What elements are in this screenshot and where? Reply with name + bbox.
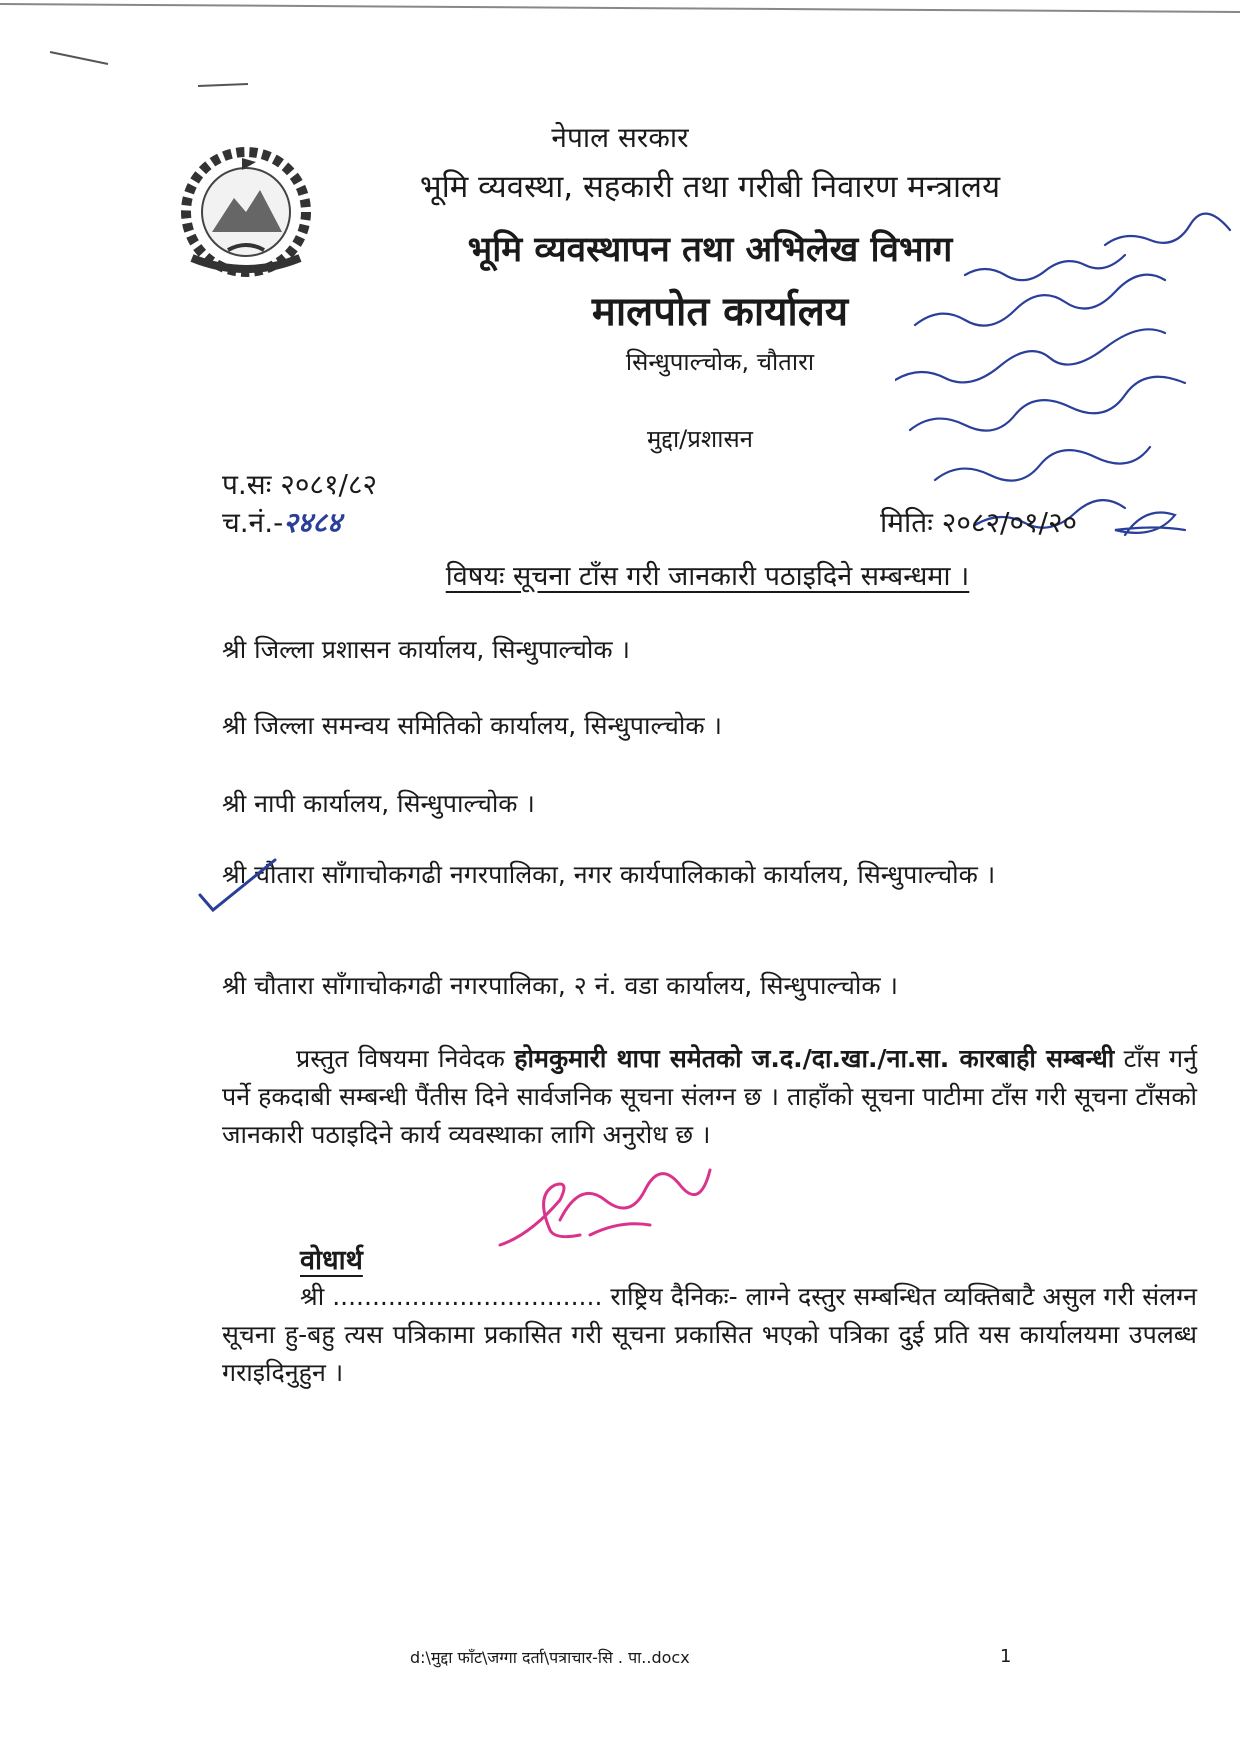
section-label: मुद्दा/प्रशासन: [646, 425, 753, 453]
recipient-item: श्री नापी कार्यालय, सिन्धुपाल्चोक ।: [222, 789, 535, 818]
dispatch-number-handwritten: २४८४: [283, 506, 342, 539]
fiscal-year-ref: प.सः २०८१/८२: [222, 468, 378, 501]
dispatch-number: [222, 503, 341, 541]
recipient-item: श्री चौतारा साँगाचोकगढी नगरपालिका, २ नं. वडा कार्यालय, सिन्धुपाल्चोक ।: [222, 971, 898, 1000]
office-address: सिन्धुपाल्चोक, चौतारा: [625, 348, 815, 376]
letter-subject: विषयः सूचना टाँस गरी जानकारी पठाइदिने सम्बन्धमा ।: [445, 561, 970, 592]
handwritten-tick-mark: [195, 855, 315, 915]
body-bold-case: होमकुमारी थापा समेतको ज.द./दा.खा./ना.सा. कारबाही सम्बन्धी: [514, 1044, 1115, 1073]
bodharth-text: श्री .................................. राष्ट्रिय दैनिकः- लाग्ने दस्तुर सम्बन्धित व्यक्तिबाटै असुल गरी संलग्न सूचना हु-बहु त्यस पत्रिकामा प्रकासित गरी सूचना प्रकासित भएको पत्रिका दुई प्रति यस कार्यालयमा उपलब्ध गराइदिनुहुन ।: [222, 1282, 1197, 1387]
page-number: 1: [1000, 1646, 1012, 1667]
file-path-footer: d:\मुद्दा फाँट\जग्गा दर्ता\पत्राचार-सि . पा..docx: [410, 1648, 690, 1667]
nepal-government-emblem-icon: [172, 140, 320, 280]
officer-signature: [490, 1160, 730, 1260]
department-name: भूमि व्यवस्थापन तथा अभिलेख विभाग: [467, 230, 953, 270]
recipient-item: श्री जिल्ला समन्वय समितिको कार्यालय, सिन्धुपाल्चोक ।: [222, 711, 722, 740]
body-intro: प्रस्तुत विषयमा निवेदक: [296, 1044, 515, 1073]
bodharth-paragraph: [222, 1278, 1197, 1392]
recipient-item: श्री जिल्ला प्रशासन कार्यालय, सिन्धुपाल्चोक ।: [222, 635, 631, 664]
body-rest: टाँस गर्नु पर्ने हकदाबी सम्बन्धी पैंतीस दिने सार्वजनिक सूचना संलग्न छ । ताहाँको सूचना पाटीमा टाँस गरी सूचना टाँसको जानकारी पठाइदिने कार्य व्यवस्थाका लागि अनुरोध छ ।: [222, 1044, 1197, 1149]
scan-marks: [0, 0, 1240, 120]
recipient-item: श्री चौतारा साँगाचोकगढी नगरपालिका, नगर कार्यपालिकाको कार्यालय, सिन्धुपाल्चोक ।: [222, 860, 996, 889]
body-paragraph: [222, 1040, 1197, 1154]
ministry-name: भूमि व्यवस्था, सहकारी तथा गरीबी निवारण मन्त्रालय: [419, 169, 1001, 205]
dispatch-number-label: च.नं.-: [222, 506, 284, 539]
letter-date: मितिः २०८२/०१/२०: [880, 506, 1078, 539]
government-name: नेपाल सरकार: [551, 121, 689, 154]
bodharth-heading: वोधार्थ: [300, 1245, 363, 1276]
office-name: मालपोत कार्यालय: [591, 289, 849, 335]
